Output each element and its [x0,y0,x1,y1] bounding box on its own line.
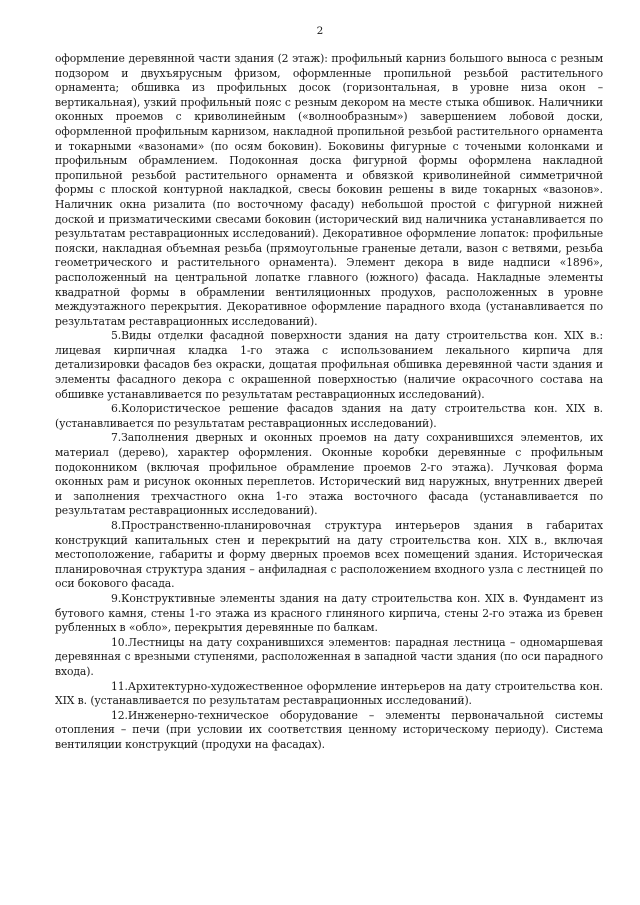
item-text: Лестницы на дату сохранившихся элементов: парадная лестница – одномаршевая деревянная с врезными ступенями, расположенная в западной части здания (по оси парадного входа). [55,635,603,678]
item-text: Архитектурно-художественное оформление интерьеров на дату строительства кон. XIX в. (устанавливается по результатам реставрационных исследований). [55,679,603,708]
paragraph-continuation [55,52,603,329]
item-number: 12. [111,708,128,722]
item-text: Инженерно-техническое оборудование – элементы первоначальной системы отопления – печи (при условии их соответствия ценному историческому периоду). Система вентиляции конструкций (продухи на фасадах). [55,708,603,751]
item-number: 6. [111,402,122,416]
item-text: Пространственно-планировочная структура интерьеров здания в габаритах конструкций капитальных стен и перекрытий на дату строительства кон. XIX в., включая местоположение, габариты и форму дверных проемов всех помещений здания. Историческая планировочная структура здания – анфиладная с расположением входного узла с лестницей по оси бокового фасада. [55,519,603,591]
item-number: 5. [111,329,122,343]
item-text: Виды отделки фасадной поверхности здания на дату строительства кон. XIX в.: лицевая кирпичная кладка 1-го этажа с использованием лекального кирпича для детализировки фасадов без окраски, дощатая профильная обшивка деревянной части здания и элементы фасадного декора с окрашенной поверхностью (наличие окрасочного состава на обшивке устанавливается по результатам реставрационных исследований). [55,329,603,401]
page-number: 2 [316,25,324,37]
paragraph-text: оформление деревянной части здания (2 этаж): профильный карниз большого выноса с резным подзором и двухъярусным фризом, оформленные пропильной резьбой растительного орнамента; обшивка из профильных досок (горизонтальная, в уровне низа окон – вертикальная), узкий профильный пояс с резным декором на месте стыка обшивок. Наличники оконных проемов с криволинейным («волнообразным») завершением лобовой доски, оформленной профильным карнизом, накладной пропильной резьбой растительного орнамента и токарными «вазонами» (по осям боковин). Боковины фигурные с точеными колонками и профильным обрамлением. Подоконная доска фигурной формы оформлена накладной пропильной резьбой растительного орнамента и обвязкой криволинейной симметричной формы с плоской контурной накладкой, свесы боковин решены в виде токарных «вазонов». Наличник окна ризалита (по восточному фасаду) небольшой простой с фигурной нижней доской и призматическими свесами боковин (исторический вид наличника устанавливается по результатам реставрационных исследований). Декоративное оформление лопаток: профильные пояски, накладная объемная резьба (прямоугольные граненые детали, вазон с ветвями, резьба геометрического и растительного орнамента). Элемент декора в виде надписи «1896», расположенный на центральной лопатке главного (южного) фасада. Накладные элементы квадратной формы в обрамлении вентиляционных продухов, расположенных в уровне междуэтажного перекрытия. Декоративное оформление парадного входа (устанавливается по результатам реставрационных исследований). [55,52,603,328]
item-number: 10. [111,635,128,649]
list-item [55,402,603,431]
item-number: 7. [111,431,122,445]
list-item [55,709,603,753]
item-number: 9. [111,591,122,605]
list-item [55,592,603,636]
list-item [55,329,603,402]
item-text: Колористическое решение фасадов здания на дату строительства кон. XIX в. (устанавливается по результатам реставрационных исследований). [55,402,603,430]
item-number: 8. [111,519,122,532]
list-item [55,519,603,592]
list-item [55,680,603,709]
item-number: 11. [111,679,128,693]
item-text: Конструктивные элементы здания на дату строительства кон. XIX в. Фундамент из бутового камня, стены 1-го этажа из красного глиняного кирпича, стены 2-го этажа из бревен рубленных в «обло», перекрытия деревянные по балкам. [55,591,603,635]
list-item [55,431,603,519]
list-item [55,636,603,680]
item-text: Заполнения дверных и оконных проемов на дату сохранившихся элементов, их материал (дерево), характер оформления. Оконные коробки деревянные с профильным подоконником (включая профильное обрамление проемов 2-го этажа). Лучковая форма оконных рам и рисунок оконных переплетов. Исторический вид наружных, внутренних дверей и заполнения трехчастного окна 1-го этажа восточного фасада (устанавливается по результатам реставрационных исследований). [55,431,603,518]
document-body [55,52,603,753]
